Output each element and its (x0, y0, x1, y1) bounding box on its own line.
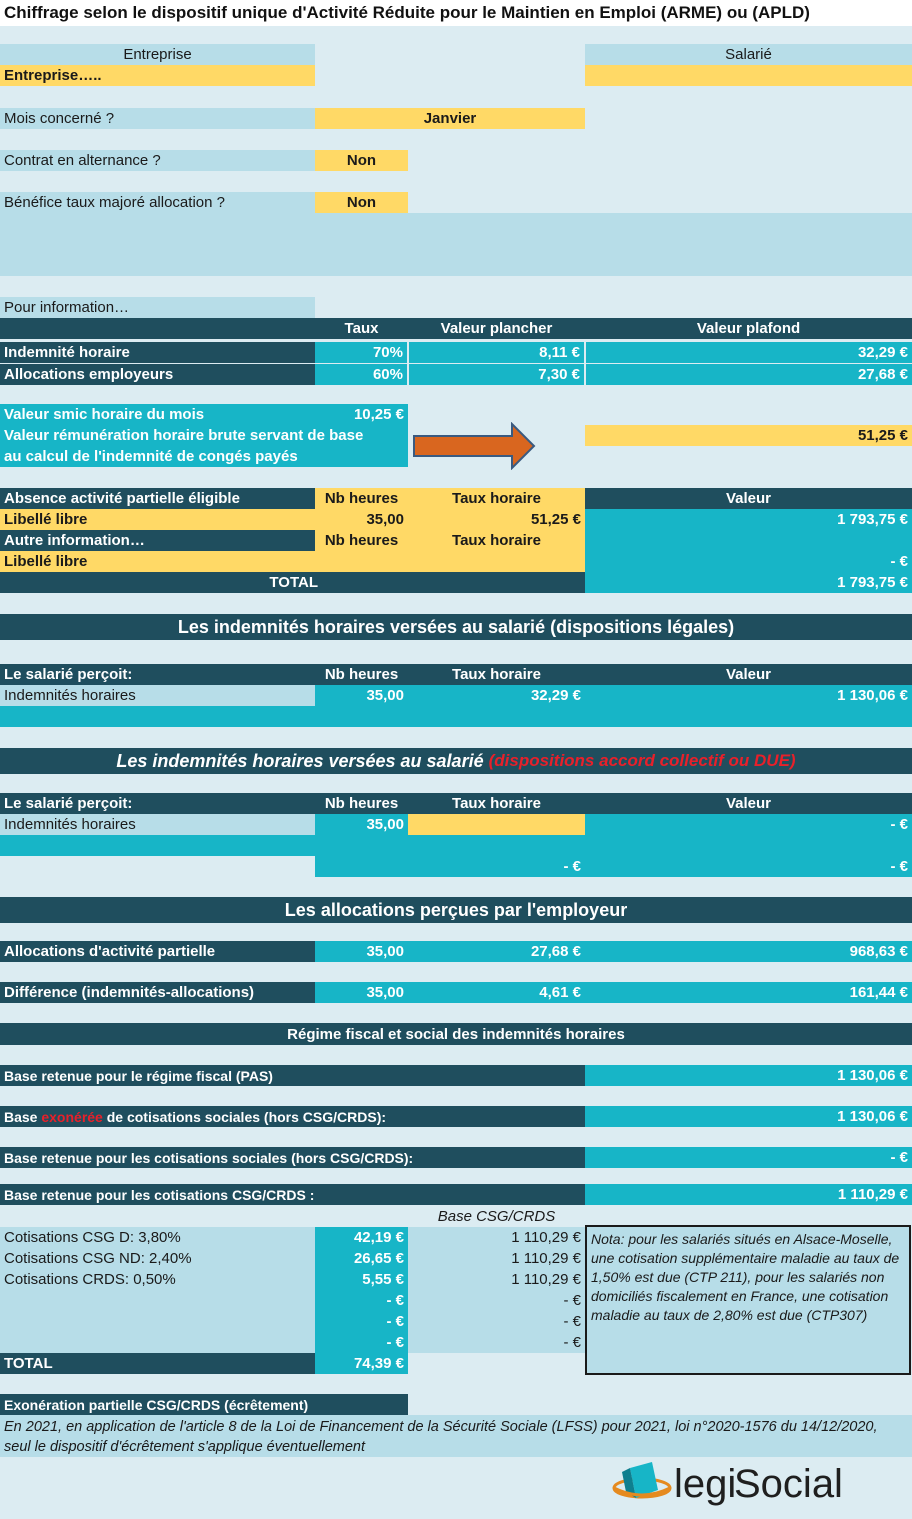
indemnite-taux: 70% (315, 342, 407, 363)
absence-total-spacer (322, 572, 585, 593)
exo-label-post: de cotisations sociales (hors CSG/CRDS): (106, 1108, 387, 1125)
legal-heures: 35,00 (315, 685, 408, 706)
exo-value: 1 130,06 € (585, 1106, 912, 1127)
csg-label: Base retenue pour les cotisations CSG/CRDS : (0, 1184, 585, 1205)
alloc-row2-valeur: 161,44 € (585, 982, 912, 1003)
legal-banner: Les indemnités horaires versées au salarié (dispositions légales) (0, 614, 912, 640)
col-plancher: Valeur plancher (408, 318, 585, 339)
cotis-row2-base: 1 110,29 € (511, 1250, 581, 1267)
page-title: Chiffrage selon le dispositif unique d'Activité Réduite pour le Maintien en Emploi (ARME) ou (APLD) (0, 0, 912, 26)
csg-value: 1 110,29 € (585, 1184, 912, 1205)
alloc-row1-heures: 35,00 (315, 941, 408, 962)
logo-cube-icon (612, 1460, 672, 1510)
legal-row-label: Indemnités horaires (0, 685, 315, 706)
exoneration-text: En 2021, en application de l'article 8 de la Loi de Financement de la Sécurité Sociale (LFSS) pour 2021, loi n°2020-1576 du 14/12/2020, seul le dispositif d'écrêtement s'applique éventuellement (0, 1415, 912, 1457)
spacer-band (0, 213, 912, 276)
autre-label: Autre information… (0, 530, 315, 551)
absence-label: Absence activité partielle éligible (0, 488, 315, 509)
absence-total-label: TOTAL (0, 572, 322, 593)
exo-label-red: exonérée (41, 1108, 103, 1125)
remu-label-2: au calcul de l'indemnité de congés payés (0, 446, 408, 467)
cotis-row1-base: 1 110,29 € (511, 1229, 581, 1246)
absence-row1-valeur: 1 793,75 € (585, 509, 912, 530)
pas-label: Base retenue pour le régime fiscal (PAS) (0, 1065, 585, 1086)
accord-col-valeur: Valeur (585, 793, 912, 814)
exo-label (0, 1106, 585, 1127)
allocation-plafond: 27,68 € (586, 364, 912, 385)
info-label: Pour information… (0, 297, 315, 318)
absence-col-taux: Taux horaire (408, 488, 585, 509)
info-header-spacer (0, 318, 315, 339)
nota-box: Nota: pour les salariés situés en Alsace-Moselle, une cotisation supplémentaire maladie au taux de 1,50% est due (CTP 211), pour les salariés non domiciliés fiscalement en France, une cotisation maladie au taux de 2,80% est due (CTP307) (585, 1225, 911, 1375)
alternance-select[interactable]: Non (315, 150, 408, 171)
remu-value: 51,25 € (585, 425, 912, 446)
accord-banner-red: (dispositions accord collectif ou DUE) (488, 751, 796, 770)
absence-col-valeur: Valeur (585, 488, 912, 509)
accord-band (0, 835, 912, 856)
legal-valeur: 1 130,06 € (585, 685, 912, 706)
mois-select[interactable]: Janvier (315, 108, 585, 129)
legal-percoit: Le salarié perçoit: (0, 664, 315, 685)
accord-col-heures: Nb heures (315, 793, 408, 814)
remu-label-1: Valeur rémunération horaire brute servant de base (0, 425, 408, 446)
absence-row1-label[interactable]: Libellé libre (0, 509, 315, 530)
cotis-total-value: 74,39 € (353, 1355, 404, 1372)
salarie-input[interactable] (585, 65, 912, 86)
cotis-row4-base: - € (563, 1292, 581, 1309)
arrow-right-icon (412, 422, 538, 470)
cotis-row2-label: Cotisations CSG ND: 2,40% (4, 1250, 192, 1267)
exo-label-pre: Base (4, 1108, 38, 1125)
logo-text-social: Social (734, 1462, 843, 1506)
col-plafond: Valeur plafond (585, 318, 912, 339)
cotis-row6-amount: - € (386, 1334, 404, 1351)
cotis-row2-amount: 26,65 € (353, 1250, 404, 1267)
mois-label: Mois concerné ? (0, 108, 315, 129)
alloc-row2-label: Différence (indemnités-allocations) (0, 982, 315, 1003)
alternance-label: Contrat en alternance ? (0, 150, 315, 171)
accord-percoit: Le salarié perçoit: (0, 793, 315, 814)
entreprise-input[interactable]: Entreprise….. (0, 65, 315, 86)
absence-col-heures: Nb heures (315, 488, 408, 509)
col-taux: Taux (315, 318, 408, 339)
alloc-row1-label: Allocations d'activité partielle (0, 941, 315, 962)
legal-col-valeur: Valeur (585, 664, 912, 685)
exoneration-label: Exonération partielle CSG/CRDS (écrêtement) (0, 1394, 408, 1415)
absence-row2-label[interactable]: Libellé libre (0, 551, 585, 572)
salarie-header: Salarié (585, 44, 912, 65)
smic-value: 10,25 € (340, 404, 408, 425)
legisocial-logo (612, 1460, 872, 1510)
legal-band (0, 706, 912, 727)
indemnite-plancher: 8,11 € (409, 342, 584, 363)
majore-label: Bénéfice taux majoré allocation ? (0, 192, 315, 213)
alloc-row2-heures: 35,00 (315, 982, 408, 1003)
cotis-row6-base: - € (563, 1334, 581, 1351)
cotis-row1-label: Cotisations CSG D: 3,80% (4, 1229, 181, 1246)
alloc-row1-taux: 27,68 € (408, 941, 585, 962)
allocation-row-label: Allocations employeurs (0, 364, 315, 385)
allocation-taux: 60% (315, 364, 407, 385)
cotis-total-label: TOTAL (0, 1353, 315, 1374)
accord-banner-main: Les indemnités horaires versées au salarié (116, 750, 484, 771)
pas-value: 1 130,06 € (585, 1065, 912, 1086)
accord-sub-valeur: - € (585, 856, 912, 877)
smic-label: Valeur smic horaire du mois (0, 404, 340, 425)
base-csg-header: Base CSG/CRDS (437, 1208, 556, 1225)
accord-banner (0, 748, 912, 774)
accord-taux-input[interactable] (408, 814, 585, 835)
legal-col-taux: Taux horaire (408, 664, 585, 685)
absence-total-value: 1 793,75 € (585, 572, 912, 593)
legal-taux: 32,29 € (408, 685, 585, 706)
regime-banner: Régime fiscal et social des indemnités horaires (0, 1023, 912, 1045)
indemnite-row-label: Indemnité horaire (0, 342, 315, 363)
absence-row1-heures[interactable]: 35,00 (315, 509, 408, 530)
absence-row1-taux[interactable]: 51,25 € (408, 509, 585, 530)
accord-row-label: Indemnités horaires (0, 814, 315, 835)
majore-select[interactable]: Non (315, 192, 408, 213)
legal-col-heures: Nb heures (315, 664, 408, 685)
cotis-row5-amount: - € (386, 1313, 404, 1330)
cotis-row1-amount: 42,19 € (353, 1229, 404, 1246)
cotis-row3-label: Cotisations CRDS: 0,50% (4, 1271, 176, 1288)
entreprise-header: Entreprise (0, 44, 315, 65)
cotis-row5-base: - € (563, 1313, 581, 1330)
indemnite-plafond: 32,29 € (586, 342, 912, 363)
accord-sub-taux: - € (408, 856, 585, 877)
cotis-row3-base: 1 110,29 € (511, 1271, 581, 1288)
accord-col-taux: Taux horaire (408, 793, 585, 814)
absence-row2-valeur: - € (585, 551, 912, 572)
alloc-banner: Les allocations perçues par l'employeur (0, 897, 912, 923)
cotis-row4-amount: - € (386, 1292, 404, 1309)
accord-heures: 35,00 (315, 814, 408, 835)
cotis-row3-amount: 5,55 € (362, 1271, 404, 1288)
accord-valeur: - € (585, 814, 912, 835)
alloc-row2-taux: 4,61 € (408, 982, 585, 1003)
logo-text-legi: legi (674, 1462, 737, 1506)
allocation-plancher: 7,30 € (409, 364, 584, 385)
cot-value: - € (585, 1147, 912, 1168)
alloc-row1-valeur: 968,63 € (585, 941, 912, 962)
cot-label: Base retenue pour les cotisations sociales (hors CSG/CRDS): (0, 1147, 585, 1168)
autre-heures: Nb heures (315, 530, 408, 551)
autre-taux: Taux horaire (408, 530, 585, 551)
